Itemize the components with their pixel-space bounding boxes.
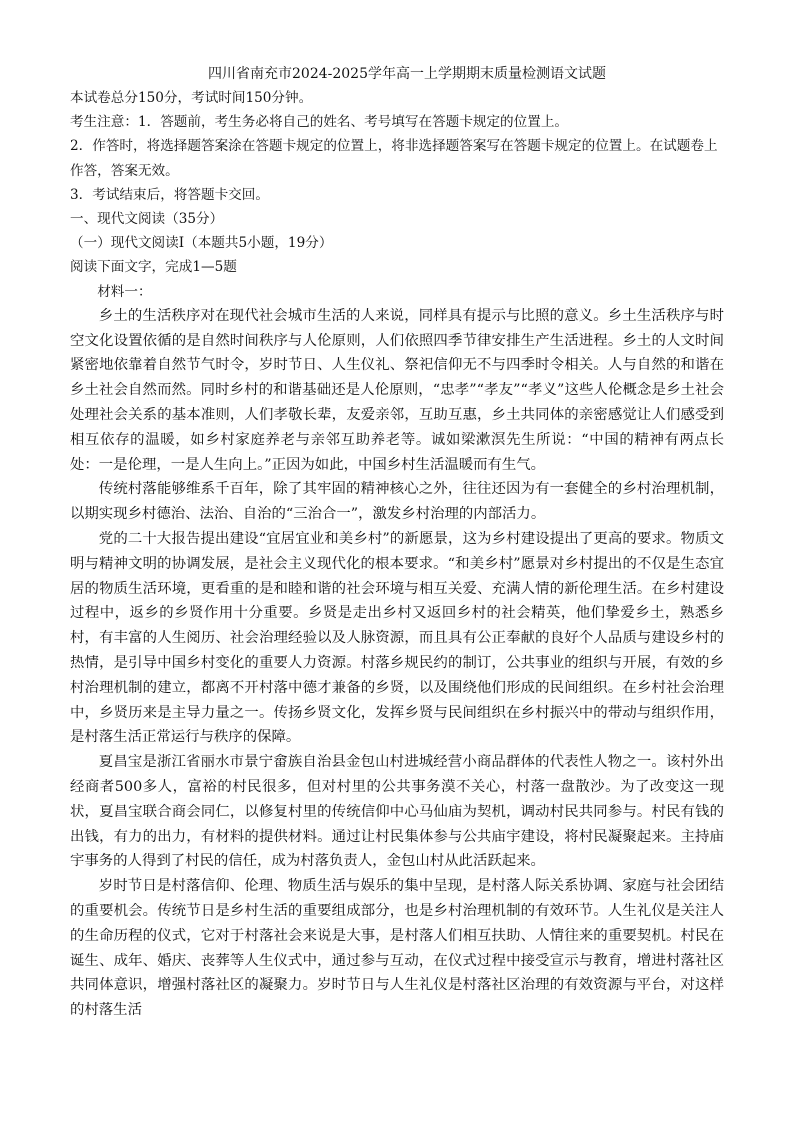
intro-line-notice-2: 2．作答时，将选择题答案涂在答题卡规定的位置上，将非选择题答案写在答题卡规定的位置上。在试题卷上作答，答案无效。 (70, 138, 718, 179)
material-label: 材料一： (97, 283, 152, 300)
body-paragraph: 岁时节日是村落信仰、伦理、物质生活与娱乐的集中呈现，是村落人际关系协调、家庭与社会团结的重要机会。传统节日是乡村生活的重要组成部分，也是乡村治理机制的有效环节。人生礼仪是关注人的生命历程的仪式，它对于村落社会来说是大事，是村落人们相互扶助、人情往来的重要契机。村民在诞生、成年、婚庆、丧葬等人生仪式中，通过参与互动，在仪式过程中接受宣示与教育，增进村落社区共同体意识，增强村落社区的凝聚力。岁时节日与人生礼仪是村落社区治理的有效资源与平台，对这样的村落生活 (70, 878, 724, 1019)
intro-line-notice-3: 3．考试结束后，将答题卡交回。 (70, 186, 269, 203)
reading-instruction: 阅读下面文字，完成1—5题 (70, 259, 237, 276)
body-paragraph: 党的二十大报告提出建设“宜居宜业和美乡村”的新愿景，这为乡村建设提出了更高的要求。物质文明与精神文明的协调发展，是社会主义现代化的根本要求。“和美乡村”愿景对乡村提出的不仅是生态宜居的物质生活环境，更看重的是和睦和谐的社会环境与相互关爱、充满人情的新伦理生活。在乡村建设过程中，返乡的乡贤作用十分重要。乡贤是走出乡村又返回乡村的社会精英，他们挚爱乡土，熟悉乡村，有丰富的人生阅历、社会治理经验以及人脉资源，而且具有公正奉献的良好个人品质与建设乡村的热情，是引导中国乡村变化的重要人力资源。村落乡规民约的制订，公共事业的组织与开展，有效的乡村治理机制的建立，都离不开村落中德才兼备的乡贤，以及围绕他们形成的民间组织。在乡村社会治理中，乡贤历来是主导力量之一。传扬乡贤文化，发挥乡贤与民间组织在乡村振兴中的带动与组织作用，是村落生活正常运行与秩序的保障。 (70, 531, 724, 746)
subsection-heading: （一）现代文阅读Ⅰ（本题共5小题，19分） (70, 235, 333, 252)
body-paragraph: 传统村落能够维系千百年，除了其牢固的精神核心之外，往往还因为有一套健全的乡村治理机制，以期实现乡村德治、法治、自治的“三治合一”，激发乡村治理的内部活力。 (70, 481, 724, 523)
exam-title: 四川省南充市2024-2025学年高一上学期期末质量检测语文试题 (208, 66, 606, 82)
body-paragraph: 夏昌宝是浙江省丽水市景宁畲族自治县金包山村进城经营小商品群体的代表性人物之一。该村外出经商者500多人，富裕的村民很多，但对村里的公共事务漠不关心，村落一盘散沙。为了改变这一现状，夏昌宝联合商会同仁，以修复村里的传统信仰中心马仙庙为契机，调动村民共同参与。村民有钱的出钱，有力的出力，有材料的提供材料。通过让村民集体参与公共庙宇建设，将村民凝聚起来。主持庙宇事务的人得到了村民的信任，成为村落负责人，金包山村从此活跃起来。 (70, 754, 724, 870)
body-paragraph: 乡土的生活秩序对在现代社会城市生活的人来说，同样具有提示与比照的意义。乡土生活秩序与时空文化设置依循的是自然时间秩序与人伦原则，人们依照四季节律安排生产生活进程。乡土的人文时间紧密地依靠着自然节气时令，岁时节日、人生仪礼、祭祀信仰无不与四季时令相关。人与自然的和谐在乡土社会自然而然。同时乡村的和谐基础还是人伦原则，“忠孝”“孝友”“孝义”这些人伦概念是乡土社会处理社会关系的基本准则，人们孝敬长辈，友爱亲邻，互助互惠，乡土共同体的亲密感觉让人们感受到相互依存的温暖，如乡村家庭养老与亲邻互助养老等。诚如梁漱溟先生所说：“中国的精神有两点长处：一是伦理，一是人生向上。”正因为如此，中国乡村生活温暖而有生气。 (70, 307, 724, 473)
section-heading: 一、现代文阅读（35分） (70, 211, 224, 228)
intro-line-notice-1: 考生注意：1．答题前，考生务必将自己的姓名、考号填写在答题卡规定的位置上。 (70, 114, 569, 131)
intro-line-total-score: 本试卷总分150分，考试时间150分钟。 (70, 90, 313, 106)
